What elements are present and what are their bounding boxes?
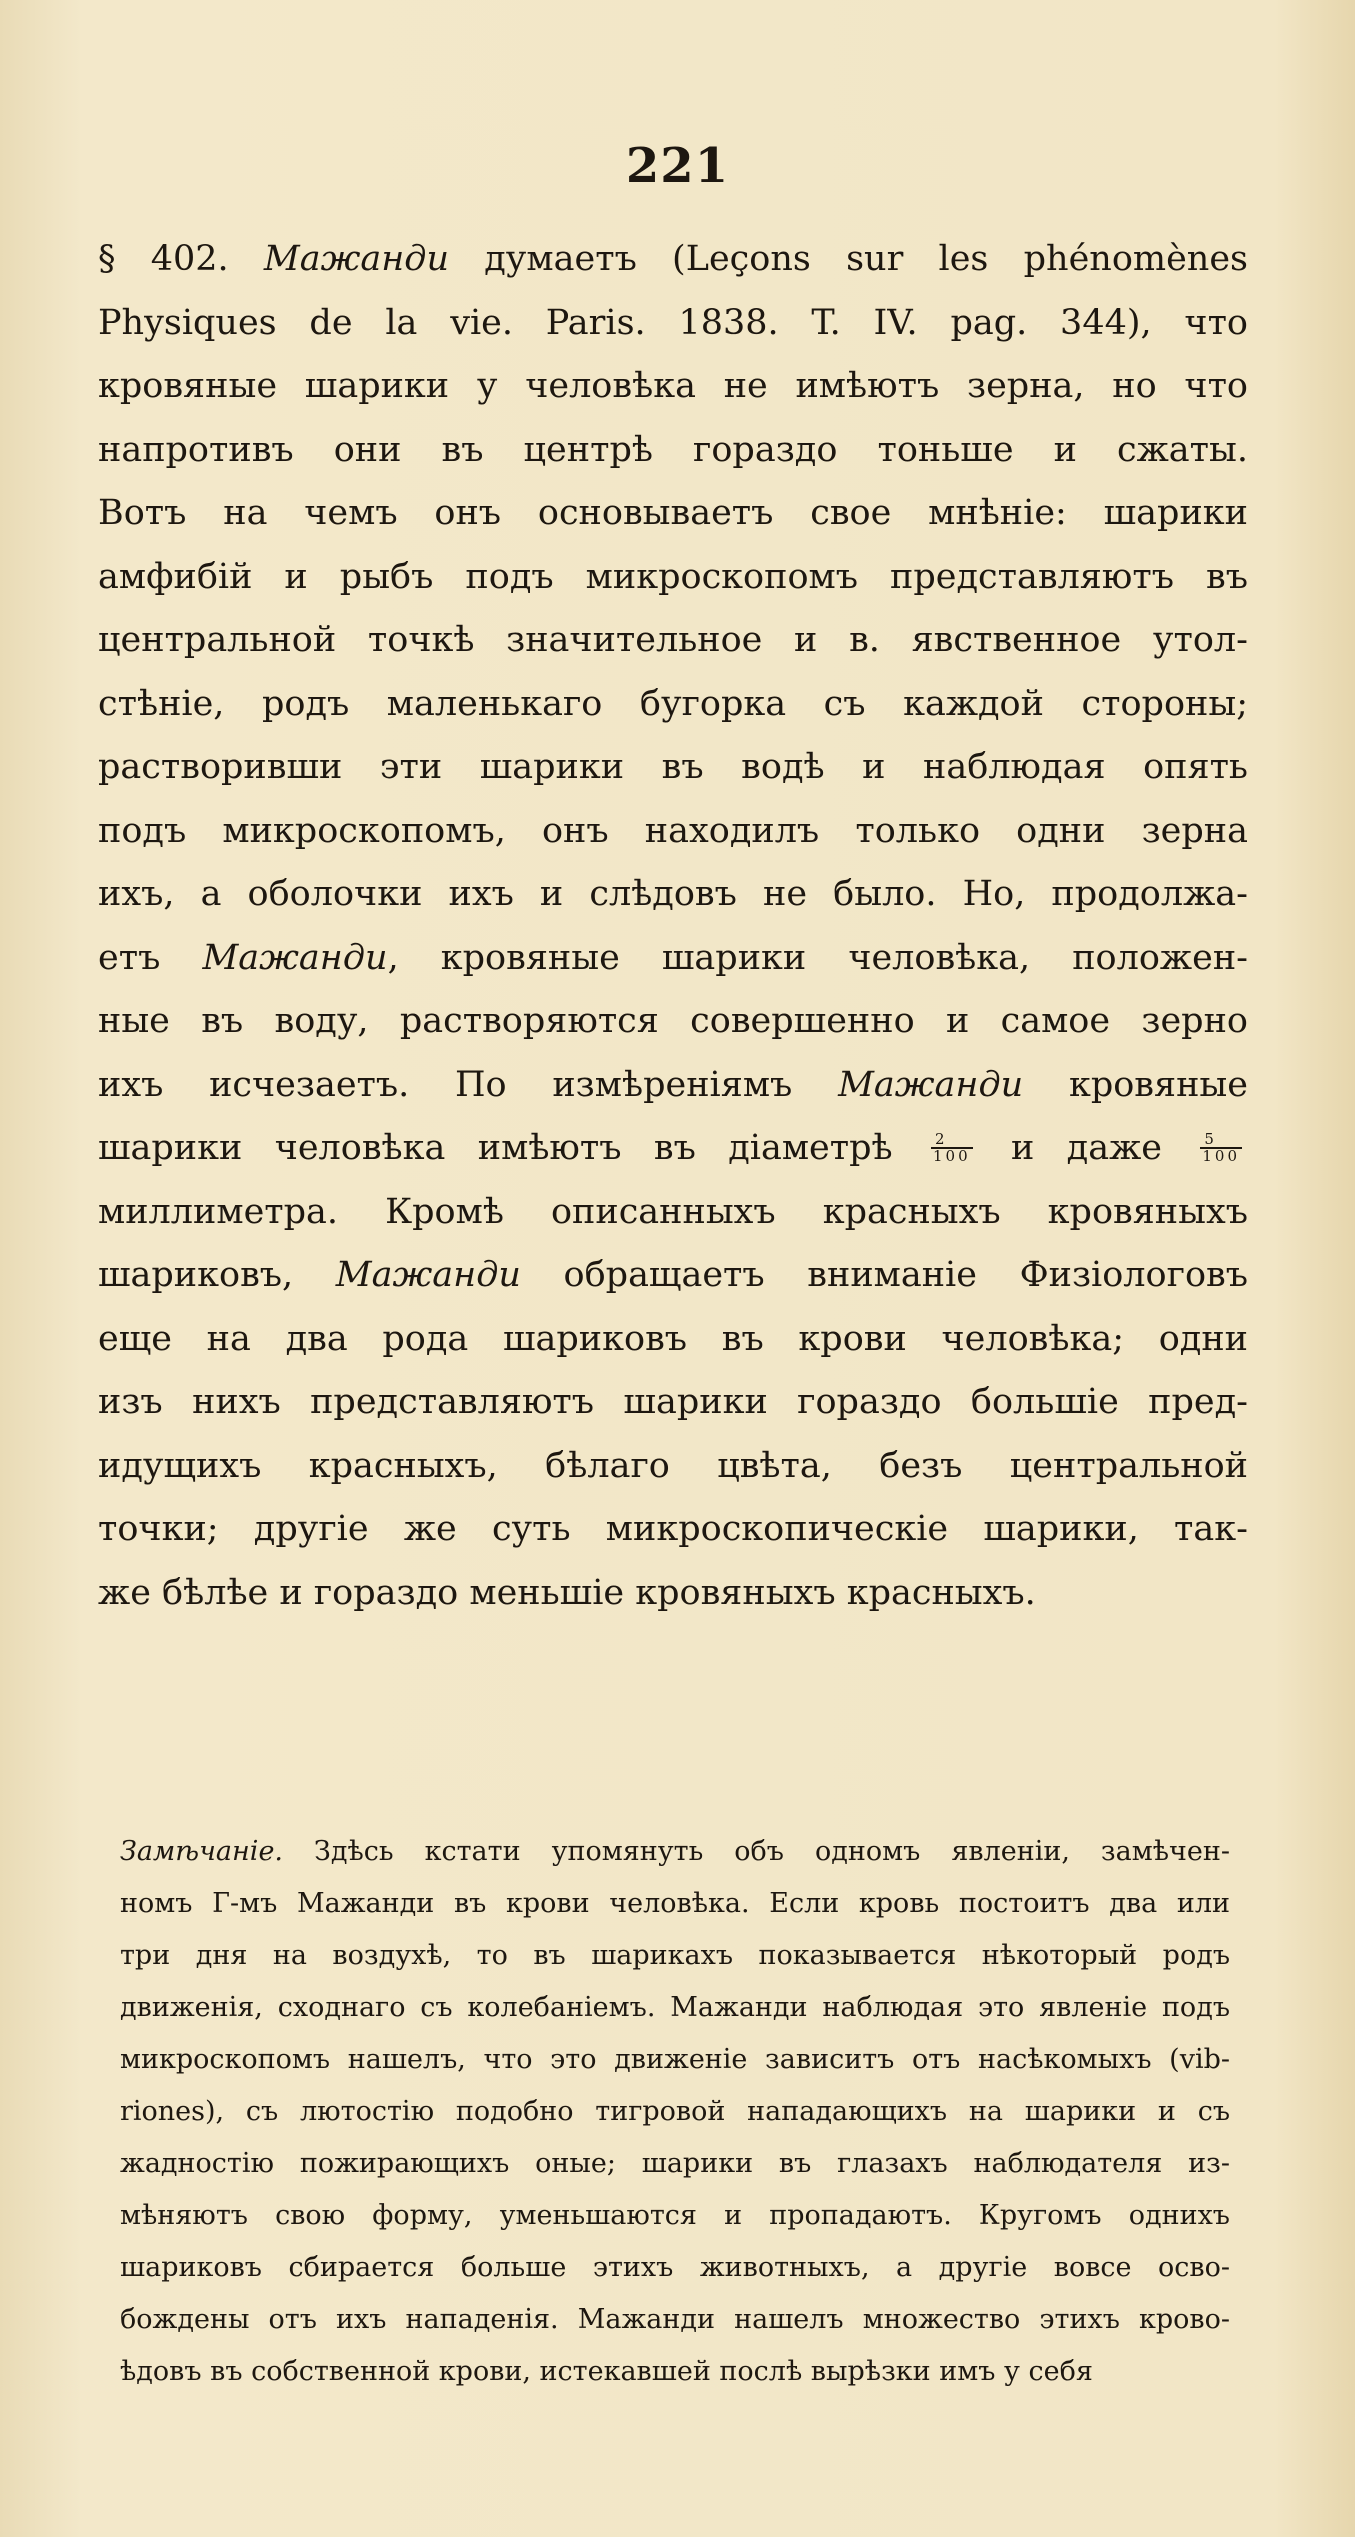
fraction-numerator: 5	[1200, 1132, 1242, 1149]
footnote-line	[120, 2086, 1230, 2138]
text-line	[98, 292, 1248, 356]
text-line	[98, 546, 1248, 610]
text-segment: движенія, сходнаго съ колебаніемъ. Мажанди наблюдая это явленіе подъ	[120, 1992, 1230, 2023]
text-segment: амфибій и рыбъ подъ микроскопомъ представляютъ въ	[98, 556, 1248, 597]
text-line	[98, 1054, 1248, 1118]
text-segment: номъ Г-мъ Мажанди въ крови человѣка. Если кровь постоитъ два или	[120, 1888, 1230, 1919]
text-line	[98, 736, 1248, 800]
footnote-line	[120, 1930, 1230, 1982]
text-segment: подъ микроскопомъ, онъ находилъ только одни зерна	[98, 810, 1248, 851]
footnote-line	[120, 2034, 1230, 2086]
footnote-line	[120, 2138, 1230, 2190]
italic-text: Замѣчаніе.	[120, 1836, 284, 1867]
text-line	[98, 482, 1248, 546]
text-segment: Physiques de la vie. Paris. 1838. T. IV. pag. 344), что	[98, 302, 1248, 343]
italic-text: Мажанди	[838, 1064, 1024, 1105]
text-segment: растворивши эти шарики въ водѣ и наблюдая опять	[98, 747, 1248, 787]
text-line	[98, 1181, 1248, 1245]
text-segment: и даже	[978, 1128, 1195, 1168]
text-segment: шариковъ,	[98, 1255, 336, 1295]
footnote-block	[120, 1826, 1230, 2398]
text-segment: § 402.	[98, 239, 264, 279]
footnote-line	[120, 1878, 1230, 1930]
text-line	[98, 1435, 1248, 1499]
text-segment: микроскопомъ нашелъ, что это движеніе зависитъ отъ насѣкомыхъ (vib-	[120, 2044, 1230, 2075]
text-segment: обращаетъ вниманіе Физіологовъ	[520, 1255, 1248, 1295]
text-segment: жадностію пожирающихъ оные; шарики въ глазахъ наблюдателя из-	[120, 2148, 1230, 2179]
text-segment: миллиметра. Кромѣ описанныхъ красныхъ кровяныхъ	[98, 1191, 1248, 1232]
text-segment: мѣняютъ свою форму, уменьшаются и пропадаютъ. Кругомъ однихъ	[120, 2200, 1230, 2231]
fraction	[931, 1132, 973, 1164]
text-line	[98, 1117, 1248, 1181]
text-segment: шариковъ сбирается больше этихъ животныхъ, а другіе вовсе осво-	[120, 2252, 1230, 2283]
text-segment: напротивъ они въ центрѣ гораздо тоньше и сжаты.	[98, 429, 1248, 470]
text-segment: Здѣсь кстати упомянуть объ одномъ явленіи, замѣчен-	[283, 1836, 1230, 1867]
footnote-line	[120, 2242, 1230, 2294]
text-line	[98, 1562, 1248, 1626]
text-segment: Вотъ на чемъ онъ основываетъ свое мнѣніе: шарики	[98, 493, 1248, 533]
text-segment: етъ	[98, 937, 203, 978]
footnote-line	[120, 1982, 1230, 2034]
fraction-denominator: 100	[933, 1147, 971, 1166]
text-segment: идущихъ красныхъ, бѣлаго цвѣта, безъ центральной	[98, 1445, 1248, 1486]
italic-text: Мажанди	[263, 239, 450, 279]
italic-text: Мажанди	[335, 1255, 521, 1295]
fraction	[1200, 1132, 1242, 1164]
text-segment: кровяные шарики у человѣка не имѣютъ зерна, но что	[98, 366, 1248, 406]
text-segment: еще на два рода шариковъ въ крови человѣка; одни	[98, 1318, 1248, 1359]
footnote-line	[120, 2190, 1230, 2242]
main-text-block	[98, 228, 1248, 1625]
text-segment: ихъ исчезаетъ. По измѣреніямъ	[98, 1064, 839, 1105]
text-line	[98, 228, 1248, 292]
page-number: 221	[625, 138, 730, 194]
text-line	[98, 673, 1248, 737]
text-line	[98, 1498, 1248, 1562]
text-line	[98, 863, 1248, 927]
text-segment: стѣніе, родъ маленькаго бугорка съ каждой стороны;	[98, 683, 1248, 724]
text-segment: ные въ воду, растворяются совершенно и самое зерно	[98, 1001, 1248, 1041]
fraction-denominator: 100	[1202, 1147, 1241, 1166]
text-segment: , кровяные шарики человѣка, положен-	[387, 937, 1248, 978]
text-segment: центральной точкѣ значительное и в. явственное утол-	[98, 620, 1248, 660]
text-line	[98, 355, 1248, 419]
text-line	[98, 1244, 1248, 1308]
text-segment: точки; другіе же суть микроскопическіе шарики, так-	[98, 1509, 1248, 1549]
text-segment: ѣдовъ въ собственной крови, истекавшей послѣ вырѣзки имъ у себя	[120, 2356, 1093, 2387]
italic-text: Мажанди	[202, 937, 388, 978]
text-segment: ихъ, а оболочки ихъ и слѣдовъ не было. Но, продолжа-	[98, 874, 1248, 914]
text-line	[98, 800, 1248, 864]
footnote-line	[120, 2294, 1230, 2346]
text-line	[98, 419, 1248, 483]
footnote-line	[120, 2346, 1230, 2398]
text-segment: думаетъ (Leçons sur les phénomènes	[449, 239, 1249, 279]
text-segment: изъ нихъ представляютъ шарики гораздо большіе пред-	[98, 1382, 1248, 1422]
text-segment: три дня на воздухѣ, то въ шарикахъ показывается нѣкоторый родъ	[120, 1940, 1230, 1971]
text-line	[98, 1308, 1248, 1372]
text-segment: кровяные	[1023, 1064, 1248, 1105]
footnote-line	[120, 1826, 1230, 1878]
text-line	[98, 927, 1248, 991]
text-line	[98, 1371, 1248, 1435]
text-segment: riones), съ лютостію подобно тигровой нападающихъ на шарики и съ	[120, 2096, 1230, 2127]
text-segment: шарики человѣка имѣютъ въ діаметрѣ	[98, 1128, 925, 1168]
fraction-numerator: 2	[931, 1132, 973, 1149]
text-segment: бождены отъ ихъ нападенія. Мажанди нашелъ множество этихъ крово-	[120, 2304, 1230, 2335]
text-line	[98, 990, 1248, 1054]
text-segment: же бѣлѣе и гораздо меньшіе кровяныхъ красныхъ.	[98, 1572, 1036, 1613]
text-line	[98, 609, 1248, 673]
